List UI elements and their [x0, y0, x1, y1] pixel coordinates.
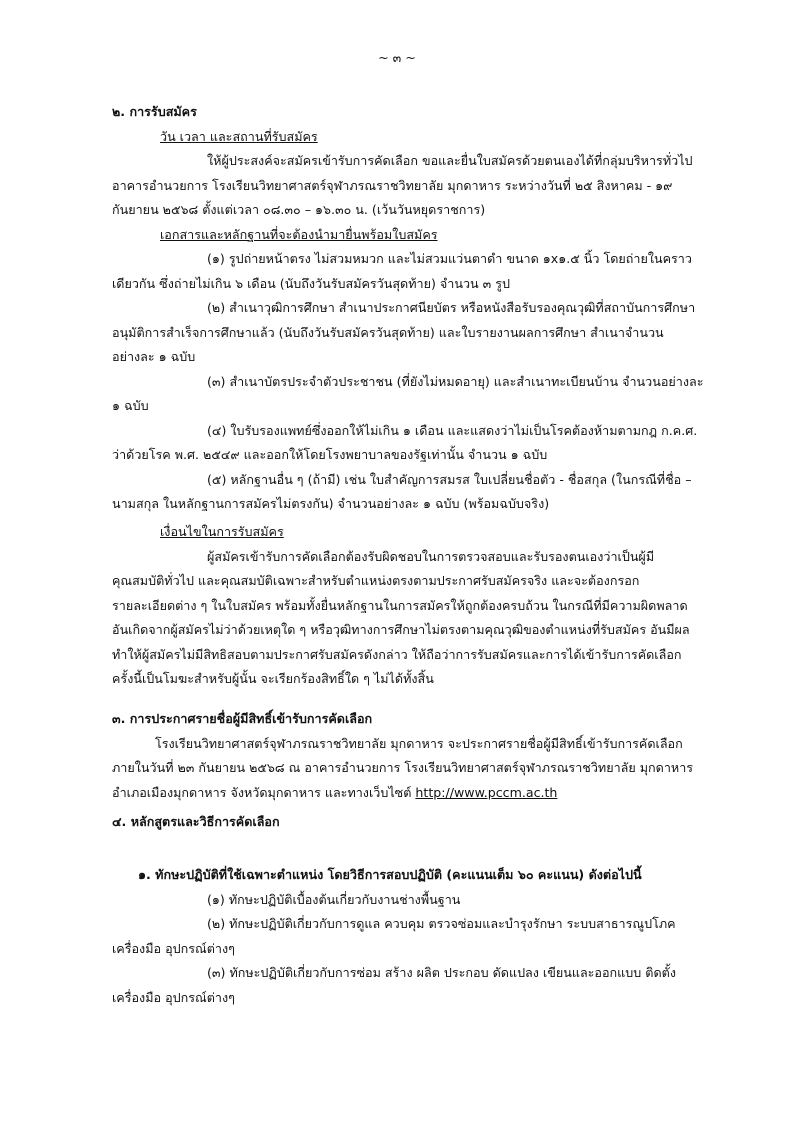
section-2-heading: ๒. การรับสมัคร — [112, 104, 197, 119]
document-item-5: (๕) หลักฐานอื่น ๆ (ถ้ามี) เช่น ใบสำคัญการสมรส ใบเปลี่ยนชื่อตัว - ชื่อสกุล (ในกรณีที่ชื่อ – — [207, 471, 692, 487]
conditions-line: รายละเอียดต่าง ๆ ในใบสมัคร พร้อมทั้งยื่นหลักฐานในการสมัครให้ถูกต้องครบถ้วน ในกรณีที่มีความผิดพลาด — [112, 597, 688, 613]
section-3-line: อำเภอเมืองมุกดาหาร จังหวัดมุกดาหาร และทางเว็บไซต์ — [112, 784, 416, 800]
skill-item-3-cont: เครื่องมือ อุปกรณ์ต่างๆ — [112, 989, 235, 1005]
section-3-line: ภายในวันที่ ๒๓ กันยายน ๒๕๖๘ ณ อาคารอำนวยการ โรงเรียนวิทยาศาสตร์จุฬาภรณราชวิทยาลัย มุกดาหาร — [112, 760, 694, 775]
date-place-heading: วัน เวลา และสถานที่รับสมัคร — [160, 128, 318, 144]
conditions-line: ทำให้ผู้สมัครไม่มีสิทธิสอบตามประกาศรับสมัครดังกล่าว ให้ถือว่าการรับสมัครและการได้เข้ารับการคัดเลือก — [112, 646, 682, 662]
documents-heading: เอกสารและหลักฐานที่จะต้องนำมายื่นพร้อมใบสมัคร — [160, 226, 438, 242]
skill-item-3: (๓) ทักษะปฏิบัติเกี่ยวกับการซ่อม สร้าง ผลิต ประกอบ ดัดแปลง เขียนและออกแบบ ติดตั้ง — [207, 965, 676, 980]
document-item-2-cont: อย่างละ ๑ ฉบับ — [112, 349, 196, 364]
section-3 — [112, 707, 712, 805]
section-3-line: โรงเรียนวิทยาศาสตร์จุฬาภรณราชวิทยาลัย มุกดาหาร จะประกาศรายชื่อผู้มีสิทธิ์เข้ารับการคัดเลือก — [155, 735, 683, 751]
document-item-1-cont: เดียวกัน ซึ่งถ่ายไม่เกิน ๖ เดือน (นับถึงวันรับสมัครวันสุดท้าย) จำนวน ๓ รูป — [112, 275, 511, 291]
date-place-line: กันยายน ๒๕๖๘ ตั้งแต่เวลา ๐๘.๓๐ – ๑๖.๓๐ น. (เว้นวันหยุดราชการ) — [112, 202, 486, 217]
practical-skill-heading: ๑. ทักษะปฏิบัติที่ใช้เฉพาะตำแหน่ง โดยวิธีการสอบปฏิบัติ (คะแนนเต็ม ๖๐ คะแนน) ดังต่อไปนี้ — [138, 867, 642, 882]
document-item-4-cont: ว่าด้วยโรค พ.ศ. ๒๕๔๙ และออกให้โดยโรงพยาบาลของรัฐเท่านั้น จำนวน ๑ ฉบับ — [112, 447, 548, 462]
conditions-line: อันเกิดจากผู้สมัครไม่ว่าด้วยเหตุใด ๆ หรือวุฒิทางการศึกษาไม่ตรงตามคุณวุฒิของตำแหน่งที่รับสมัคร อันมีผล — [112, 622, 690, 637]
document-item-4: (๔) ใบรับรองแพทย์ซึ่งออกให้ไม่เกิน ๑ เดือน และแสดงว่าไม่เป็นโรคต้องห้ามตามกฎ ก.ค.ศ. — [207, 422, 698, 438]
document-item-5-cont: นามสกุล ในหลักฐานการสมัครไม่ตรงกัน) จำนวนอย่างละ ๑ ฉบับ (พร้อมฉบับจริง) — [112, 496, 550, 511]
document-item-1: (๑) รูปถ่ายหน้าตรง ไม่สวมหมวก และไม่สวมแว่นตาดำ ขนาด ๑x๑.๕ นิ้ว โดยถ่ายในคราว — [207, 251, 692, 266]
website-link[interactable]: http://www.pccm.ac.th — [415, 784, 558, 800]
page-number: ~ ๓ ~ — [378, 50, 416, 65]
conditions-line: คุณสมบัติทั่วไป และคุณสมบัติเฉพาะสำหรับตำแหน่งตรงตามประกาศรับสมัครจริง และจะต้องกรอก — [112, 573, 640, 588]
conditions-heading: เงื่อนไขในการรับสมัคร — [160, 524, 284, 539]
section-4-sub-1 — [112, 863, 712, 1010]
date-place-line: อาคารอำนวยการ โรงเรียนวิทยาศาสตร์จุฬาภรณราชวิทยาลัย มุกดาหาร ระหว่างวันที่ ๒๕ สิงหาคม - ๑๙ — [112, 177, 673, 193]
conditions-line: ครั้งนี้เป็นโมฆะสำหรับผู้นั้น จะเรียกร้องสิทธิ์ใด ๆ ไม่ได้ทั้งสิ้น — [112, 671, 434, 686]
skill-item-2-cont: เครื่องมือ อุปกรณ์ต่างๆ — [112, 940, 235, 956]
section-3-heading: ๓. การประกาศรายชื่อผู้มีสิทธิ์เข้ารับการคัดเลือก — [112, 711, 373, 726]
section-4 — [112, 810, 712, 835]
conditions-line: ผู้สมัครเข้ารับการคัดเลือกต้องรับผิดชอบในการตรวจสอบและรับรองตนเองว่าเป็นผู้มี — [207, 548, 655, 564]
conditions-block — [112, 520, 712, 692]
skill-item-2: (๒) ทักษะปฏิบัติเกี่ยวกับการดูแล ควบคุม ตรวจซ่อมและบำรุงรักษา ระบบสาธารณูปโภค — [207, 916, 676, 931]
document-item-3-cont: ๑ ฉบับ — [112, 398, 149, 413]
skill-item-1: (๑) ทักษะปฏิบัติเบื้องต้นเกี่ยวกับงานช่างพื้นฐาน — [207, 891, 461, 907]
document-item-2-cont: อนุมัติการสำเร็จการศึกษาแล้ว (นับถึงวันรับสมัครวันสุดท้าย) และใบรายงานผลการศึกษา สำเนาจำนวน — [112, 324, 664, 340]
date-place-line: ให้ผู้ประสงค์จะสมัครเข้ารับการคัดเลือก ขอและยื่นใบสมัครด้วยตนเองได้ที่กลุ่มบริหารทั่วไป — [207, 153, 693, 168]
document-item-2: (๒) สำเนาวุฒิการศึกษา สำเนาประกาศนียบัตร หรือหนังสือรับรองคุณวุฒิที่สถาบันการศึกษา — [207, 300, 696, 315]
section-2 — [112, 100, 712, 517]
section-4-heading: ๔. หลักสูตรและวิธีการคัดเลือก — [112, 814, 280, 829]
document-item-3: (๓) สำเนาบัตรประจำตัวประชาชน (ที่ยังไม่หมดอายุ) และสำเนาทะเบียนบ้าน จำนวนอย่างละ — [207, 373, 704, 389]
